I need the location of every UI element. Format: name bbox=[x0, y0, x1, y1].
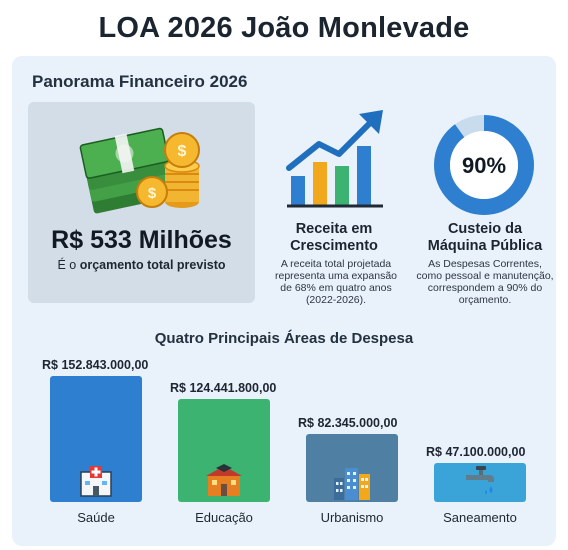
kpi-custeio-description bbox=[414, 258, 556, 306]
bar-category-label: Saneamento bbox=[443, 510, 517, 525]
bar-value-label: R$ 82.345.000,00 bbox=[298, 416, 398, 430]
donut-90-icon bbox=[432, 113, 536, 217]
infographic-title: LOA 2026 João Monlevade bbox=[98, 12, 470, 44]
hospital-icon bbox=[76, 464, 116, 498]
kpi-custeio-desc-line: como pessoal e manutenção, bbox=[416, 270, 554, 282]
kpi-growth-desc-line: de 68% em quatro anos bbox=[280, 282, 392, 294]
bar-value-label: R$ 124.441.800,00 bbox=[170, 381, 277, 395]
bar-category-label: Urbanismo bbox=[320, 510, 384, 525]
total-budget-caption bbox=[28, 258, 255, 272]
kpi-growth-title-line1: Receita em bbox=[295, 221, 373, 237]
bar-value-label: R$ 47.100.000,00 bbox=[426, 445, 526, 459]
caption-bold: orçamento total previsto bbox=[79, 258, 226, 272]
city-buildings-icon bbox=[332, 464, 372, 500]
kpi-custeio-title-line2: Máquina Pública bbox=[427, 238, 543, 254]
total-budget-value: R$ 533 Milhões bbox=[51, 226, 232, 254]
school-icon bbox=[204, 464, 244, 498]
kpi-custeio-title bbox=[420, 221, 550, 255]
kpi-growth-desc-line: (2022-2026). bbox=[305, 294, 367, 306]
kpi-growth-desc-line: A receita total projetada bbox=[280, 258, 392, 270]
bar-category-label: Saúde bbox=[77, 510, 115, 525]
kpi-growth-title-line2: Crescimento bbox=[290, 238, 378, 254]
bar-category-label: Educação bbox=[195, 510, 253, 525]
chart-title: Quatro Principais Áreas de Despesa bbox=[154, 330, 414, 347]
kpi-growth-title bbox=[270, 221, 398, 255]
growth-chart-icon bbox=[283, 106, 388, 210]
donut-value: 90% bbox=[461, 153, 507, 178]
kpi-custeio-desc-line: correspondem a 90% do bbox=[427, 282, 543, 294]
svg-text:$: $ bbox=[147, 185, 157, 202]
kpi-custeio-desc-line: orçamento. bbox=[458, 294, 512, 306]
overview-heading: Panorama Financeiro 2026 bbox=[32, 72, 248, 91]
caption-prefix: É o bbox=[57, 258, 77, 272]
kpi-custeio-title-line1: Custeio da bbox=[447, 221, 523, 237]
water-faucet-icon bbox=[460, 464, 500, 496]
money-stack-coins-icon bbox=[78, 110, 204, 220]
bar-value-label: R$ 152.843.000,00 bbox=[42, 358, 149, 372]
kpi-growth-desc-line: representa uma expansão bbox=[275, 270, 397, 282]
svg-text:$: $ bbox=[177, 143, 187, 160]
kpi-growth-description bbox=[268, 258, 404, 306]
kpi-custeio-desc-line: As Despesas Correntes, bbox=[428, 258, 542, 270]
